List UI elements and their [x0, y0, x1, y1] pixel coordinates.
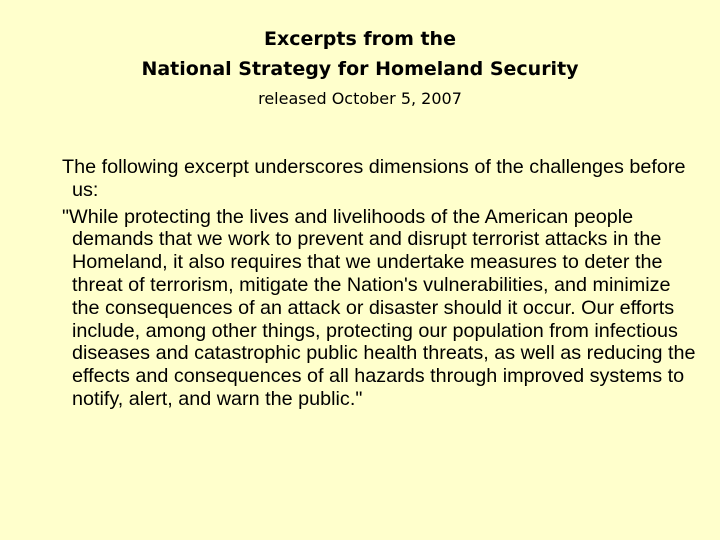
- slide-subtitle: released October 5, 2007: [258, 89, 462, 108]
- slide-title-line-1: Excerpts from the: [264, 28, 456, 50]
- quote-paragraph: "While protecting the lives and livelihoods of the American people demands that we work to prevent and disrupt terrorist attacks in the Homeland, it also requires that we undertake measures to deter the threat of terrorism, mitigate the Nation's vulnerabilities, and minimize the consequences of an attack or disaster should it occur. Our efforts include, among other things, protecting our population from infectious diseases and catastrophic public health threats, as well as reducing the effects and consequences of all hazards through improved systems to notify, alert, and warn the public.": [62, 205, 696, 410]
- intro-paragraph: The following excerpt underscores dimensions of the challenges before us:: [62, 156, 686, 201]
- slide-body: [62, 156, 698, 411]
- slide-title-line-2: National Strategy for Homeland Security: [141, 58, 579, 80]
